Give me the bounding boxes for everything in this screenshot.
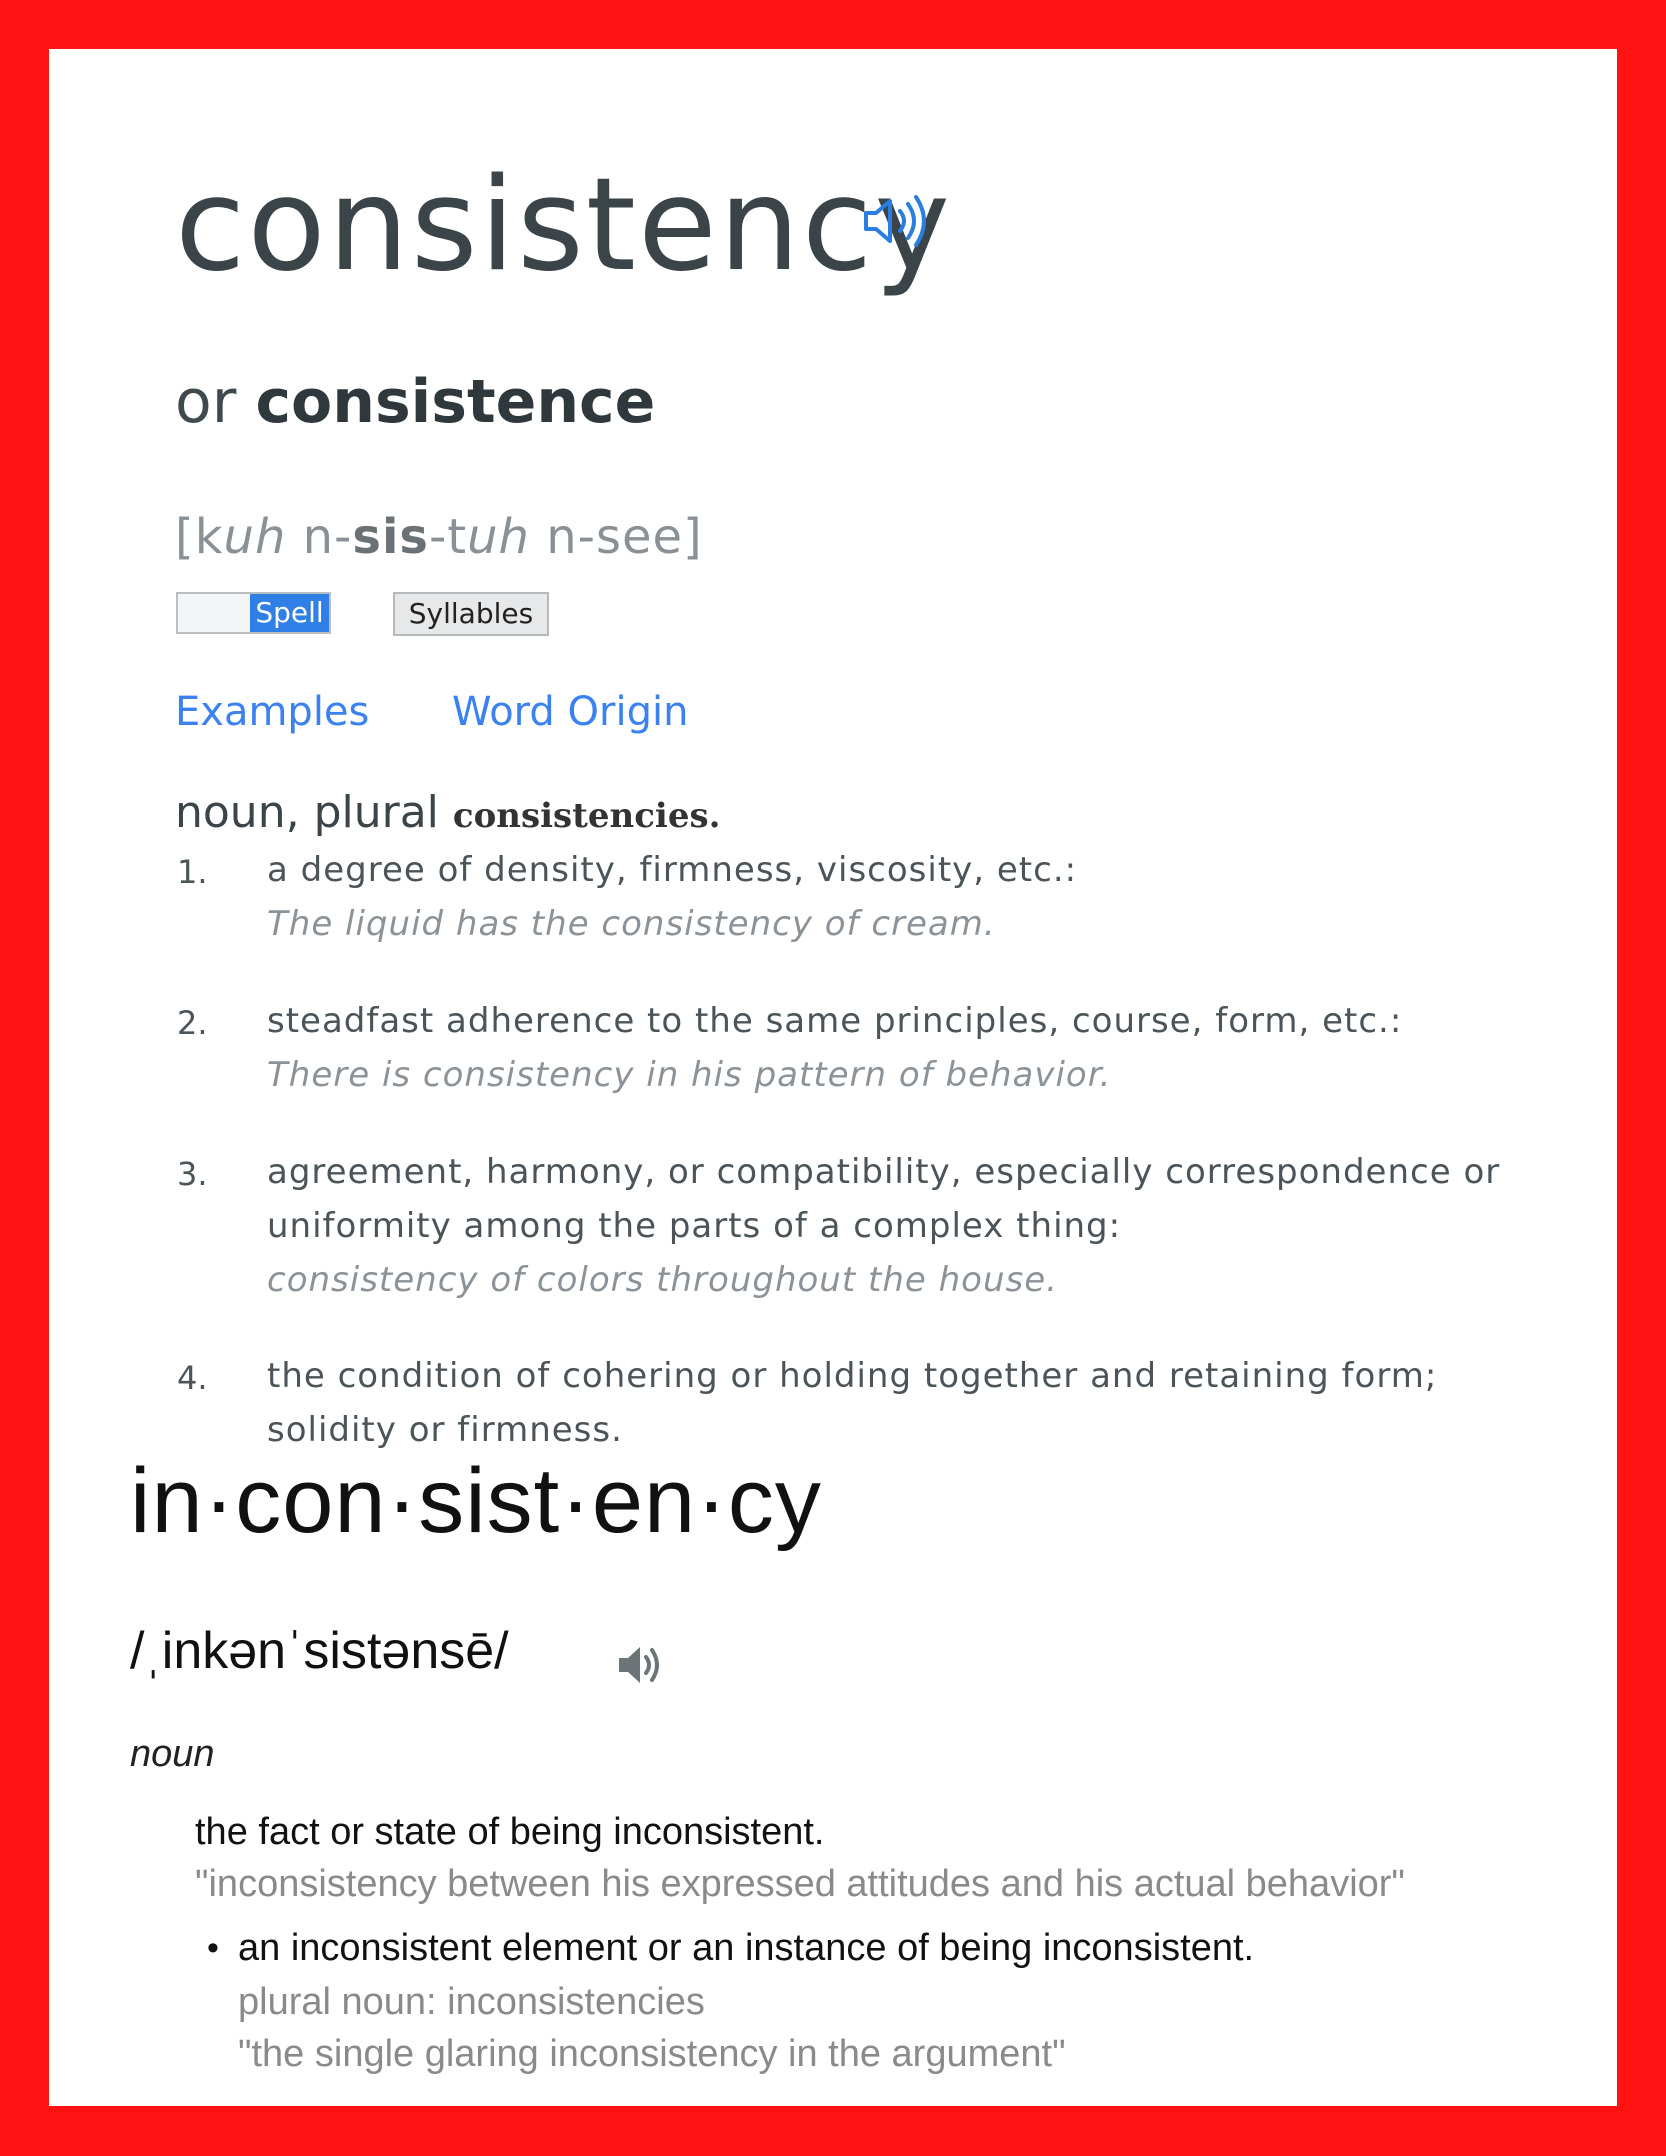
second-headword: in·con·sist·en·cy [130, 1450, 822, 1552]
second-example: "inconsistency between his expressed attitudes and his actual behavior" [195, 1863, 1405, 1905]
sense-definition: uniformity among the parts of a complex thing: [267, 1206, 1122, 1246]
speaker-icon[interactable] [860, 191, 930, 251]
pron-part: -t [428, 509, 468, 565]
speaker-icon[interactable] [615, 1639, 665, 1691]
sense [267, 843, 1567, 951]
sense-example: consistency of colors throughout the house. [267, 1260, 1058, 1300]
sense-example: The liquid has the consistency of cream. [267, 904, 996, 944]
plural-label: , plural [285, 787, 453, 838]
second-part-of-speech: noun [130, 1733, 215, 1775]
sense-definition: the condition of cohering or holding together and retaining form; [267, 1356, 1438, 1396]
sense-number: 4. [177, 1359, 208, 1397]
toggle-label: Spell [250, 594, 329, 632]
sense [267, 1145, 1567, 1307]
bullet-icon: • [207, 1929, 219, 1967]
pron-part: k [194, 509, 224, 565]
variant-prefix: or [175, 367, 256, 437]
headword: consistency [175, 151, 952, 300]
sense-example: There is consistency in his pattern of behavior. [267, 1055, 1112, 1095]
part-of-speech: noun [175, 787, 286, 838]
variant-word: consistence [255, 367, 656, 437]
part-of-speech-line [175, 787, 720, 838]
tab-word-origin[interactable]: Word Origin [452, 689, 689, 735]
sense-number: 1. [177, 853, 208, 891]
pron-bracket-open: [ [175, 509, 195, 565]
page-frame [49, 49, 1617, 2106]
pron-part: n-see [529, 509, 684, 565]
pronunciation [175, 509, 703, 565]
pron-stress: sis [352, 509, 429, 565]
pron-part-italic: uh [223, 509, 287, 565]
variant-spelling [175, 367, 655, 437]
tab-examples[interactable]: Examples [175, 689, 370, 735]
second-plural: plural noun: inconsistencies [238, 1981, 705, 2023]
second-definition: the fact or state of being inconsistent. [195, 1811, 825, 1853]
sense-definition: solidity or firmness. [267, 1410, 623, 1450]
second-sub-definition: an inconsistent element or an instance of being inconsistent. [238, 1927, 1255, 1969]
second-sub-example: "the single glaring inconsistency in the argument" [238, 2033, 1066, 2075]
second-pronunciation: /ˌinkənˈsistənsē/ [130, 1622, 509, 1680]
sense-definition: agreement, harmony, or compatibility, especially correspondence or [267, 1152, 1501, 1192]
sense-definition: a degree of density, firmness, viscosity, etc.: [267, 850, 1078, 890]
pron-part-italic: uh [467, 509, 530, 565]
plural-form: consistencies. [452, 796, 721, 836]
sense [267, 994, 1567, 1102]
spell-toggle[interactable] [176, 592, 331, 634]
syllables-button[interactable]: Syllables [393, 592, 549, 636]
sense [267, 1349, 1567, 1457]
toggle-knob [178, 594, 253, 632]
pron-part: n- [286, 509, 353, 565]
sense-definition: steadfast adherence to the same principles, course, form, etc.: [267, 1001, 1403, 1041]
sense-number: 3. [177, 1155, 208, 1193]
sense-number: 2. [177, 1004, 208, 1042]
pron-bracket-close: ] [683, 509, 703, 565]
